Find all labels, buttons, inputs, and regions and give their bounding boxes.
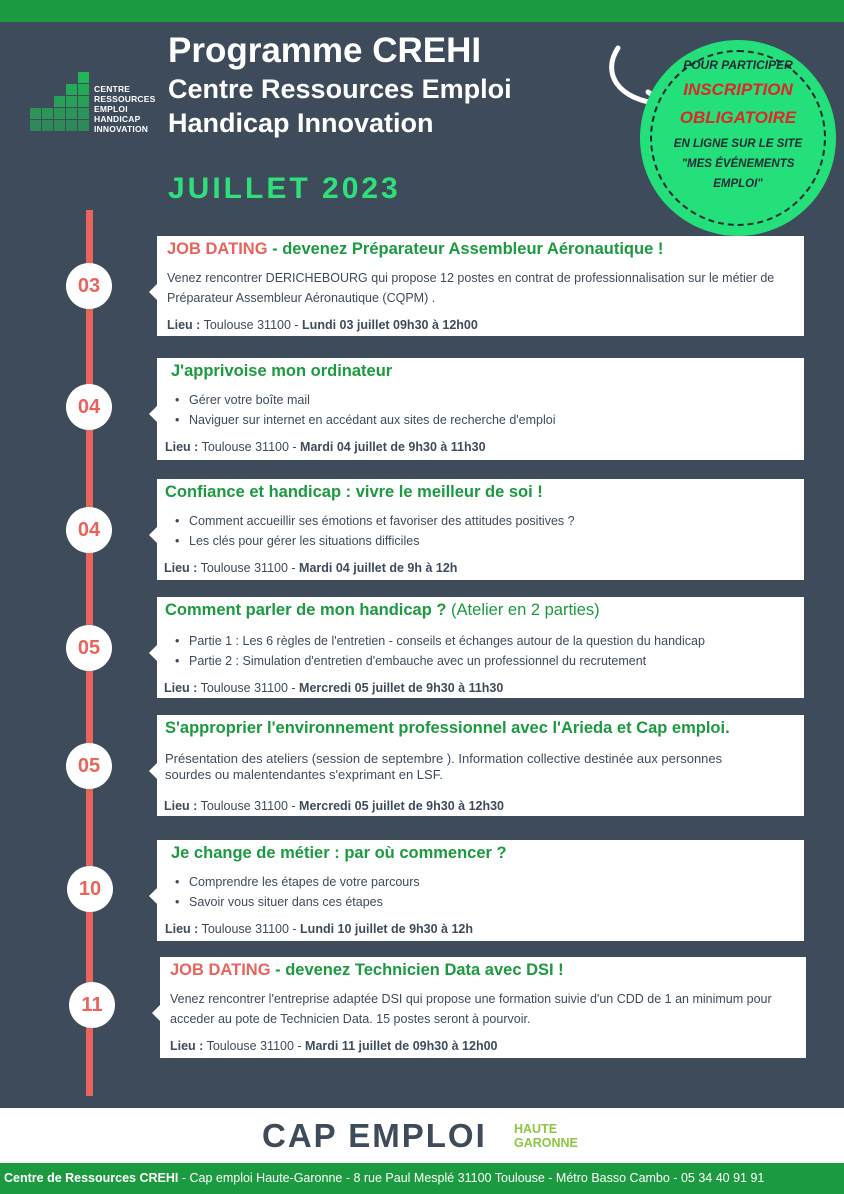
crehi-logo bbox=[30, 82, 156, 142]
event-card[interactable] bbox=[160, 957, 806, 1058]
lieu-text: Toulouse 31100 - bbox=[200, 318, 303, 332]
event-bullets bbox=[175, 390, 795, 430]
event-description: Venez rencontrer l'entreprise adaptée DSI qui propose une formation suivie d'un CDD de 1 an minimum pour acceder au pote de Technicien Data. 15 postes seront à pourvoir. bbox=[170, 992, 772, 1026]
event-location bbox=[164, 561, 457, 575]
event-title-text: Comment parler de mon handicap ? bbox=[165, 601, 447, 619]
event-day: 11 bbox=[69, 982, 115, 1028]
event-day: 05 bbox=[66, 625, 112, 671]
lieu-label: Lieu : bbox=[165, 440, 199, 454]
event-location bbox=[164, 681, 503, 695]
bullet-item: • Les clés pour gérer les situations difficiles bbox=[175, 531, 795, 551]
address-bold: Centre de Ressources CREHI bbox=[4, 1171, 179, 1185]
badge-line: EN LIGNE SUR LE SITE bbox=[673, 138, 803, 150]
logo-line: CENTRE bbox=[94, 84, 131, 94]
logo-square bbox=[54, 96, 65, 107]
lieu-text: Toulouse 31100 - bbox=[203, 1039, 306, 1053]
badge-line: INSCRIPTION bbox=[683, 80, 793, 99]
event-title bbox=[170, 961, 564, 980]
lieu-label: Lieu : bbox=[167, 318, 201, 332]
logo-text bbox=[94, 84, 156, 134]
event-card[interactable] bbox=[157, 715, 804, 816]
event-location bbox=[165, 440, 486, 454]
logo-square bbox=[78, 84, 89, 95]
top-green-bar bbox=[0, 0, 844, 22]
lieu-label: Lieu : bbox=[164, 681, 198, 695]
page-title bbox=[168, 30, 512, 140]
region-line: GARONNE bbox=[514, 1136, 578, 1150]
lieu-label: Lieu : bbox=[164, 561, 198, 575]
event-title bbox=[165, 601, 600, 620]
bullet-item: • Gérer votre boîte mail bbox=[175, 390, 795, 410]
event-card[interactable] bbox=[157, 358, 804, 460]
event-title: Confiance et handicap : vivre le meilleur de soi ! bbox=[165, 483, 543, 501]
title-line-3: Handicap Innovation bbox=[168, 108, 434, 138]
event-description: Venez rencontrer DERICHEBOURG qui propose 12 postes en contrat de professionnalisation sur le métier de Préparateur Assembleur Aéronautique (CQPM) . bbox=[167, 271, 775, 305]
cap-emploi-brand: CAP EMPLOI bbox=[262, 1117, 487, 1154]
event-bullets bbox=[175, 872, 795, 912]
event-title-text: - devenez Technicien Data avec DSI ! bbox=[270, 961, 564, 979]
lieu-text: Toulouse 31100 - bbox=[198, 440, 301, 454]
title-line-1: Programme CREHI bbox=[168, 31, 482, 70]
lieu-text: Toulouse 31100 - bbox=[197, 799, 300, 813]
event-card[interactable] bbox=[157, 840, 804, 941]
address-bar bbox=[0, 1163, 844, 1194]
event-title bbox=[167, 240, 663, 259]
event-bullets bbox=[175, 511, 795, 551]
logo-line: RESSOURCES bbox=[94, 94, 156, 104]
logo-line: EMPLOI bbox=[94, 104, 128, 114]
lieu-label: Lieu : bbox=[164, 799, 198, 813]
lieu-label: Lieu : bbox=[170, 1039, 204, 1053]
event-title: Je change de métier : par où commencer ? bbox=[171, 844, 507, 862]
event-day: 10 bbox=[67, 866, 113, 912]
logo-square bbox=[42, 108, 53, 119]
logo-square bbox=[66, 84, 77, 95]
bullet-item: • Savoir vous situer dans ces étapes bbox=[175, 892, 795, 912]
badge-line: POUR PARTICIPER bbox=[683, 58, 793, 72]
logo-square bbox=[78, 120, 89, 131]
event-day: 05 bbox=[66, 743, 112, 789]
event-card[interactable] bbox=[157, 479, 804, 580]
event-location bbox=[165, 922, 473, 936]
logo-square bbox=[30, 120, 41, 131]
logo-square bbox=[66, 108, 77, 119]
region-label bbox=[514, 1122, 578, 1150]
bullet-item: • Partie 2 : Simulation d'entretien d'embauche avec un professionnel du recrutement bbox=[175, 651, 801, 671]
event-location bbox=[170, 1039, 498, 1053]
logo-line: INNOVATION bbox=[94, 124, 149, 134]
event-title: J'apprivoise mon ordinateur bbox=[171, 362, 393, 380]
bullet-item: • Comment accueillir ses émotions et favoriser des attitudes positives ? bbox=[175, 511, 795, 531]
event-day: 04 bbox=[66, 384, 112, 430]
event-card[interactable] bbox=[157, 236, 804, 336]
event-card[interactable] bbox=[157, 597, 804, 698]
event-bullets bbox=[175, 631, 801, 671]
region-line: HAUTE bbox=[514, 1122, 558, 1136]
event-tag: JOB DATING bbox=[167, 240, 268, 258]
logo-square bbox=[54, 120, 65, 131]
event-date: Mercredi 05 juillet de 9h30 à 12h30 bbox=[299, 799, 505, 813]
lieu-label: Lieu : bbox=[165, 922, 199, 936]
bullet-item: • Naviguer sur internet en accédant aux sites de recherche d'emploi bbox=[175, 410, 795, 430]
month-heading: JUILLET 2023 bbox=[168, 172, 401, 205]
logo-square bbox=[66, 120, 77, 131]
logo-square bbox=[30, 108, 41, 119]
lieu-text: Toulouse 31100 - bbox=[197, 561, 300, 575]
bullet-item: • Comprendre les étapes de votre parcours bbox=[175, 872, 795, 892]
logo-square bbox=[42, 120, 53, 131]
event-date: Mardi 11 juillet de 09h30 à 12h00 bbox=[305, 1039, 498, 1053]
event-date: Mardi 04 juillet de 9h30 à 11h30 bbox=[300, 440, 486, 454]
event-date: Lundi 03 juillet 09h30 à 12h00 bbox=[302, 318, 478, 332]
badge-line: OBLIGATOIRE bbox=[679, 108, 797, 127]
title-line-2: Centre Ressources Emploi bbox=[168, 74, 512, 104]
event-location bbox=[167, 318, 478, 332]
event-day: 04 bbox=[66, 507, 112, 553]
address-text: - Cap emploi Haute-Garonne - 8 rue Paul Mesplé 31100 Toulouse - Métro Basso Cambo - 05 34 40 91 91 bbox=[178, 1171, 765, 1185]
logo-square bbox=[78, 108, 89, 119]
event-title-suffix: (Atelier en 2 parties) bbox=[446, 601, 600, 619]
event-description: Présentation des ateliers (session de septembre ). Information collective destinée aux personnes sourdes ou malentendantes s'exprimant en LSF. bbox=[165, 751, 723, 782]
badge-line: "MES ÉVÉNEMENTS bbox=[681, 158, 795, 170]
event-date: Mardi 04 juillet de 9h à 12h bbox=[299, 561, 458, 575]
logo-line: HANDICAP bbox=[94, 114, 141, 124]
logo-square bbox=[78, 72, 89, 83]
lieu-text: Toulouse 31100 - bbox=[198, 922, 301, 936]
logo-square bbox=[78, 96, 89, 107]
logo-square bbox=[66, 96, 77, 107]
event-location bbox=[164, 799, 504, 813]
event-day: 03 bbox=[66, 263, 112, 309]
logo-square bbox=[54, 108, 65, 119]
event-title: S'approprier l'environnement professionnel avec l'Arieda et Cap emploi. bbox=[165, 719, 730, 737]
event-date: Lundi 10 juillet de 9h30 à 12h bbox=[300, 922, 474, 936]
event-title-text: - devenez Préparateur Assembleur Aéronautique ! bbox=[267, 240, 664, 258]
bullet-item: • Partie 1 : Les 6 règles de l'entretien - conseils et échanges autour de la question du handicap bbox=[175, 631, 801, 651]
registration-badge bbox=[640, 40, 836, 236]
event-tag: JOB DATING bbox=[170, 961, 271, 979]
badge-line: EMPLOI" bbox=[713, 178, 763, 190]
lieu-text: Toulouse 31100 - bbox=[197, 681, 300, 695]
event-date: Mercredi 05 juillet de 9h30 à 11h30 bbox=[299, 681, 504, 695]
